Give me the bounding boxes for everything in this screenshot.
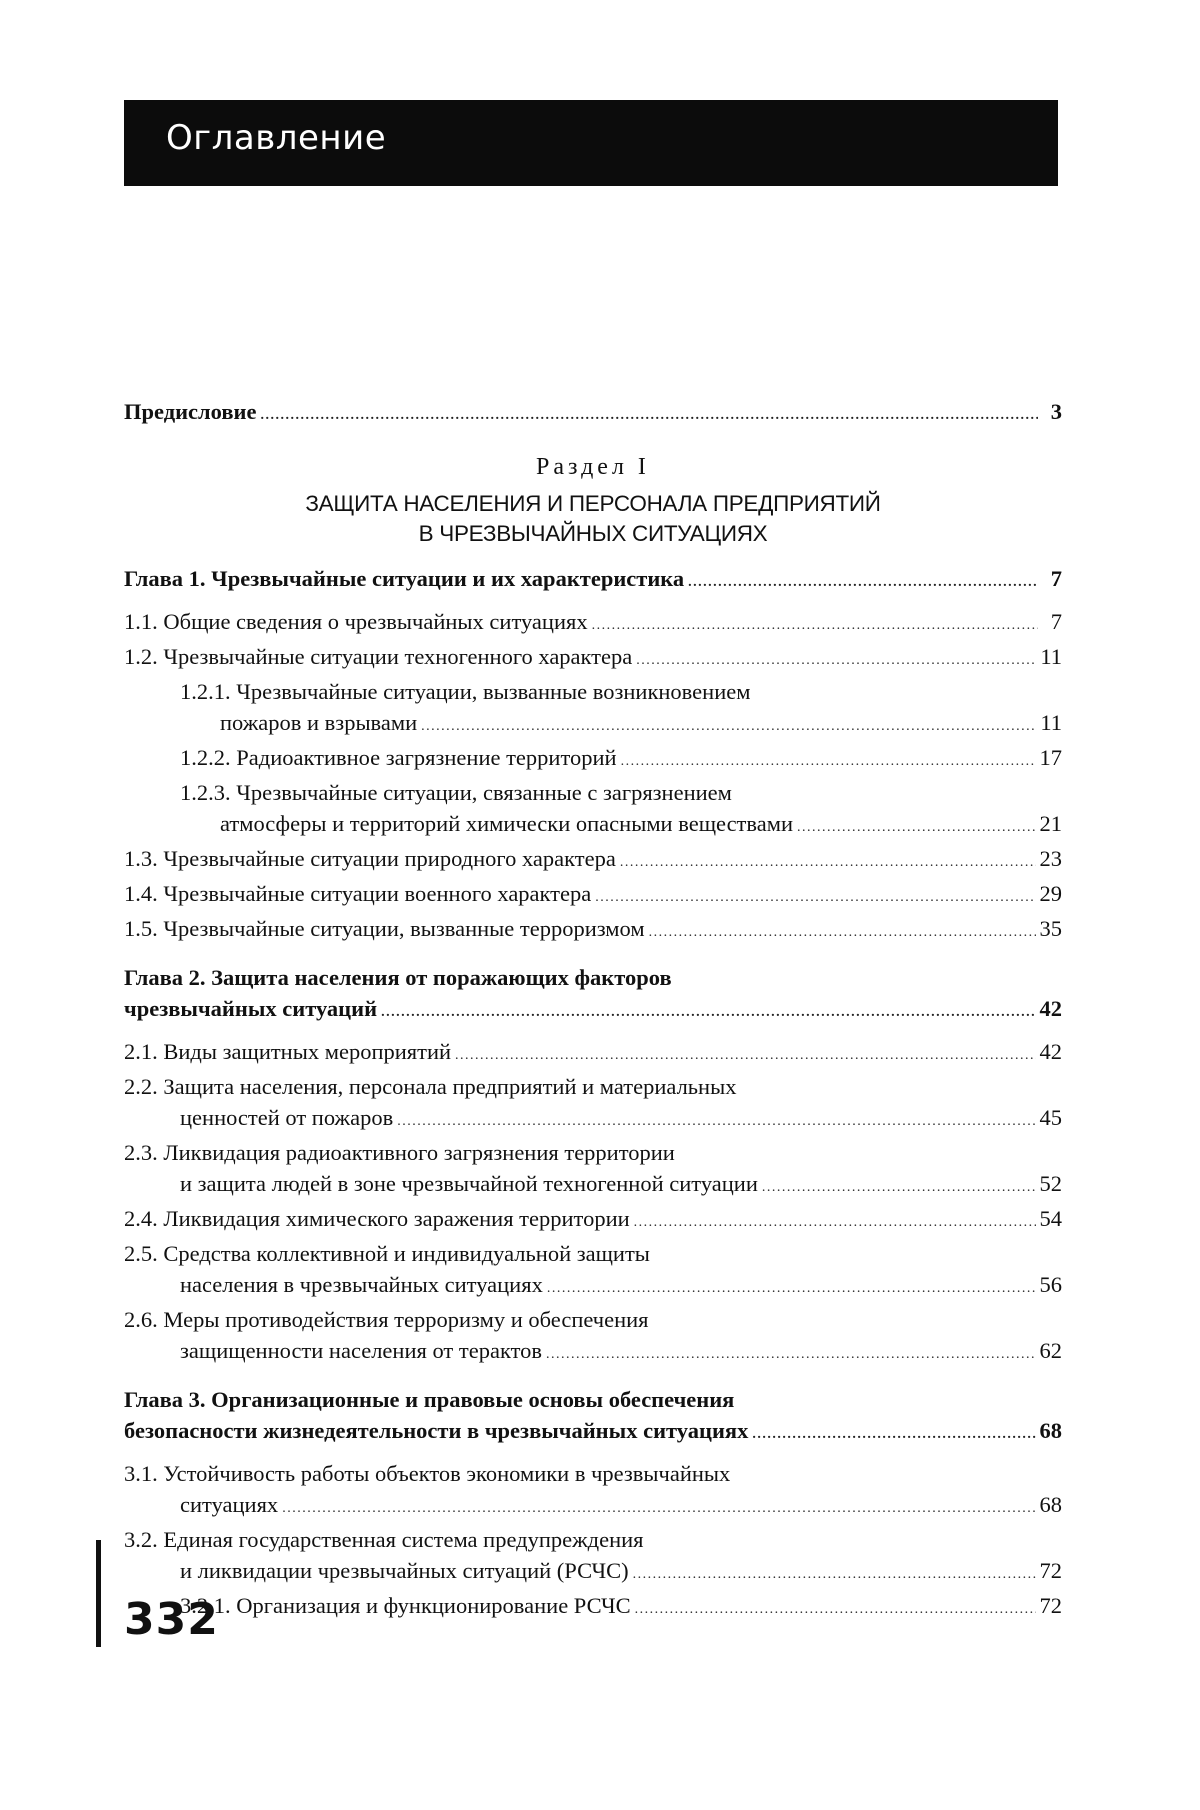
toc-entry-text: 3.1. Устойчивость работы объектов экономики в чрезвычайных (124, 1461, 731, 1486)
toc-page-number: 17 (1039, 745, 1062, 770)
toc-entry-text: 1.2.2. Радиоактивное загрязнение территорий (180, 745, 617, 770)
toc-page-number: 29 (1039, 881, 1062, 906)
toc-entry-text: Глава 1. Чрезвычайные ситуации и их характеристика (124, 566, 685, 591)
toc-page-number: 35 (1039, 916, 1062, 941)
toc-chapter-3[interactable] (124, 1384, 1062, 1450)
header-bar (124, 100, 1058, 186)
toc-entry-text: 2.5. Средства коллективной и индивидуальной защиты (124, 1241, 650, 1266)
toc-entry-text: и защита людей в зоне чрезвычайной техногенной ситуации (180, 1171, 758, 1196)
table-of-contents (124, 396, 1062, 1625)
toc-page-number: 11 (1040, 644, 1062, 669)
section-title-line1: ЗАЩИТА НАСЕЛЕНИЯ И ПЕРСОНАЛА ПРЕДПРИЯТИЙ (305, 491, 881, 516)
toc-page-number: 72 (1039, 1558, 1062, 1583)
leader-dots (635, 1594, 1036, 1625)
toc-entry-text: 1.2.3. Чрезвычайные ситуации, связанные с загрязнением (180, 780, 732, 805)
toc-entry-text: Предисловие (124, 399, 257, 424)
toc-entry-text: ценностей от пожаров (180, 1105, 394, 1130)
toc-entry-text: 3.2.1. Организация и функционирование РСЧС (180, 1593, 631, 1618)
leader-dots (762, 1172, 1036, 1203)
toc-entry-text: и ликвидации чрезвычайных ситуаций (РСЧС) (180, 1558, 629, 1583)
toc-page-number: 3 (1050, 399, 1062, 424)
leader-dots (381, 997, 1035, 1028)
toc-entry-text: 3.2. Единая государственная система предупреждения (124, 1527, 644, 1552)
toc-entry-text: 1.1. Общие сведения о чрезвычайных ситуациях (124, 609, 588, 634)
toc-page-number: 23 (1039, 846, 1062, 871)
toc-entry-text: Глава 2. Защита населения от поражающих факторов (124, 965, 672, 990)
toc-page-number: 54 (1039, 1206, 1062, 1231)
toc-entry-3-1[interactable] (124, 1458, 1062, 1524)
toc-entry-text: Глава 3. Организационные и правовые основы обеспечения (124, 1387, 735, 1412)
toc-entry-text: атмосферы и территорий химически опасными веществами (220, 811, 793, 836)
toc-entry-text: 1.5. Чрезвычайные ситуации, вызванные терроризмом (124, 916, 645, 941)
toc-page-number: 11 (1040, 710, 1062, 735)
page-number: 332 (124, 1594, 219, 1645)
leader-dots (455, 1040, 1035, 1071)
toc-entry-text: 2.6. Меры противодействия терроризму и обеспечения (124, 1307, 649, 1332)
leader-dots (421, 711, 1036, 742)
leader-dots (547, 1273, 1036, 1304)
toc-entry-1-5[interactable] (124, 913, 1062, 948)
toc-entry-preface[interactable] (124, 396, 1062, 431)
toc-entry-2-2[interactable] (124, 1071, 1062, 1137)
leader-dots (260, 400, 1038, 431)
leader-dots (752, 1419, 1035, 1450)
page-title: Оглавление (166, 118, 387, 158)
toc-entry-2-6[interactable] (124, 1304, 1062, 1370)
toc-entry-3-2-1[interactable] (124, 1590, 1062, 1625)
toc-entry-1-2-2[interactable] (124, 742, 1062, 777)
toc-page-number: 45 (1039, 1105, 1062, 1130)
leader-dots (633, 1559, 1036, 1590)
toc-entry-text: 2.2. Защита населения, персонала предприятий и материальных (124, 1074, 737, 1099)
toc-page-number: 68 (1039, 1492, 1062, 1517)
leader-dots (397, 1106, 1035, 1137)
toc-page-number: 42 (1039, 996, 1062, 1021)
leader-dots (797, 812, 1036, 843)
toc-entry-1-1[interactable] (124, 606, 1062, 641)
toc-entry-text: 2.1. Виды защитных мероприятий (124, 1039, 452, 1064)
toc-page-number: 52 (1039, 1171, 1062, 1196)
page-margin-rule (96, 1540, 101, 1647)
toc-page-number: 56 (1039, 1272, 1062, 1297)
toc-entry-2-1[interactable] (124, 1036, 1062, 1071)
toc-entry-2-3[interactable] (124, 1137, 1062, 1203)
toc-entry-text: пожаров и взрывами (220, 710, 418, 735)
leader-dots (620, 847, 1036, 878)
toc-page-number: 7 (1050, 609, 1062, 634)
leader-dots (592, 610, 1038, 641)
toc-entry-1-3[interactable] (124, 843, 1062, 878)
leader-dots (621, 746, 1036, 777)
toc-entry-1-2-1[interactable] (124, 676, 1062, 742)
leader-dots (688, 567, 1038, 598)
toc-entry-1-2-3[interactable] (124, 777, 1062, 843)
toc-entry-text: чрезвычайных ситуаций (124, 996, 378, 1021)
section-label: Раздел I (536, 454, 650, 480)
leader-dots (546, 1339, 1036, 1370)
toc-page-number: 21 (1039, 811, 1062, 836)
leader-dots (595, 882, 1035, 913)
leader-dots (282, 1493, 1035, 1524)
toc-page-number: 42 (1039, 1039, 1062, 1064)
toc-entry-2-5[interactable] (124, 1238, 1062, 1304)
toc-entry-text: 1.3. Чрезвычайные ситуации природного характера (124, 846, 616, 871)
leader-dots (634, 1207, 1036, 1238)
toc-entry-text: 2.3. Ликвидация радиоактивного загрязнения территории (124, 1140, 675, 1165)
section-title-line2: В ЧРЕЗВЫЧАЙНЫХ СИТУАЦИЯХ (418, 521, 768, 546)
toc-entry-text: ситуациях (180, 1492, 279, 1517)
toc-entry-text: безопасности жизнедеятельности в чрезвычайных ситуациях (124, 1418, 749, 1443)
toc-entry-text: 1.2.1. Чрезвычайные ситуации, вызванные возникновением (180, 679, 751, 704)
toc-entry-2-4[interactable] (124, 1203, 1062, 1238)
leader-dots (636, 645, 1036, 676)
toc-entry-text: защищенности населения от терактов (180, 1338, 542, 1363)
toc-entry-text: 2.4. Ликвидация химического заражения территории (124, 1206, 630, 1231)
toc-entry-1-2[interactable] (124, 641, 1062, 676)
toc-page-number: 72 (1039, 1593, 1062, 1618)
toc-entry-3-2[interactable] (124, 1524, 1062, 1590)
toc-entry-1-4[interactable] (124, 878, 1062, 913)
toc-entry-text: 1.4. Чрезвычайные ситуации военного характера (124, 881, 592, 906)
leader-dots (649, 917, 1036, 948)
toc-page-number: 62 (1039, 1338, 1062, 1363)
toc-page-number: 68 (1039, 1418, 1062, 1443)
toc-chapter-1[interactable] (124, 563, 1062, 598)
toc-page-number: 7 (1050, 566, 1062, 591)
toc-chapter-2[interactable] (124, 962, 1062, 1028)
toc-entry-text: 1.2. Чрезвычайные ситуации техногенного характера (124, 644, 633, 669)
toc-entry-text: населения в чрезвычайных ситуациях (180, 1272, 543, 1297)
